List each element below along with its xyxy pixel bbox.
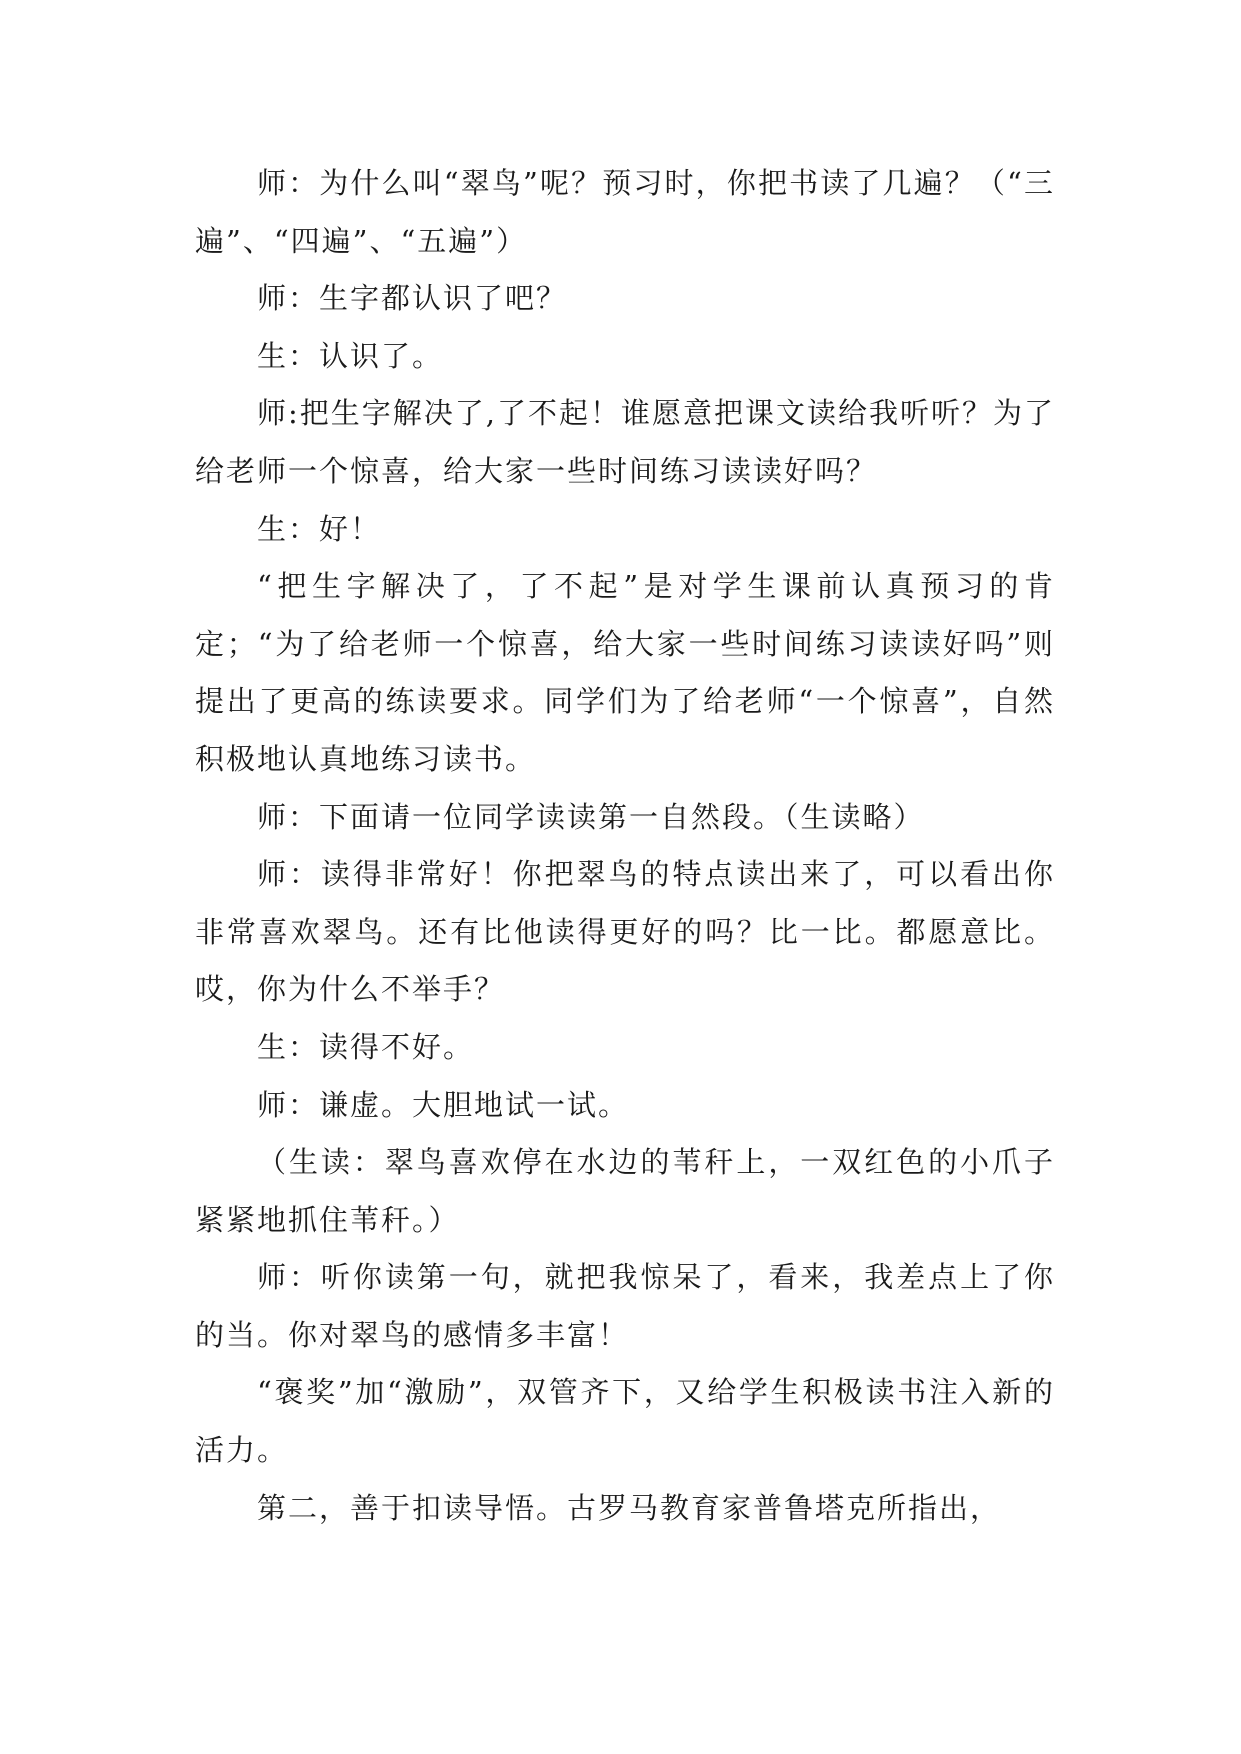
paragraph-11: （生读：翠鸟喜欢停在水边的苇秆上，一双红色的小爪子紧紧地抓住苇秆。） <box>195 1145 1055 1237</box>
paragraph-8: 师：读得非常好！你把翠鸟的特点读出来了，可以看出你非常喜欢翠鸟。还有比他读得更好的吗？比一比。都愿意比。哎，你为什么不举手？ <box>195 857 1055 1007</box>
paragraph-4: 师:把生字解决了,了不起！谁愿意把课文读给我听听？为了给老师一个惊喜，给大家一些时间练习读读好吗？ <box>195 396 1055 488</box>
document-body <box>195 155 1055 1537</box>
paragraph-13: “褒奖”加“激励”，双管齐下，又给学生积极读书注入新的活力。 <box>195 1375 1055 1468</box>
paragraph-2: 师：生字都认识了吧？ <box>257 281 568 316</box>
paragraph-10: 师：谦虚。大胆地试一试。 <box>257 1087 630 1122</box>
paragraph-6: “把生字解决了，了不起”是对学生课前认真预习的肯定；“为了给老师一个惊喜，给大家一些时间练习读读好吗”则提出了更高的练读要求。同学们为了给老师“一个惊喜”，自然积极地认真地练习读书。 <box>195 569 1055 776</box>
paragraph-3: 生：认识了。 <box>257 338 444 373</box>
paragraph-14: 第二，善于扣读导悟。古罗马教育家普鲁塔克所指出， <box>257 1490 1002 1525</box>
paragraph-7: 师：下面请一位同学读读第一自然段。（生读略） <box>257 799 925 834</box>
paragraph-1: 师：为什么叫“翠鸟”呢？预习时，你把书读了几遍？（“三遍”、“四遍”、“五遍”） <box>195 166 1055 258</box>
paragraph-12: 师：听你读第一句，就把我惊呆了，看来，我差点上了你的当。你对翠鸟的感情多丰富！ <box>195 1260 1055 1352</box>
paragraph-5: 生：好！ <box>257 511 382 546</box>
paragraph-9: 生：读得不好。 <box>257 1029 475 1064</box>
